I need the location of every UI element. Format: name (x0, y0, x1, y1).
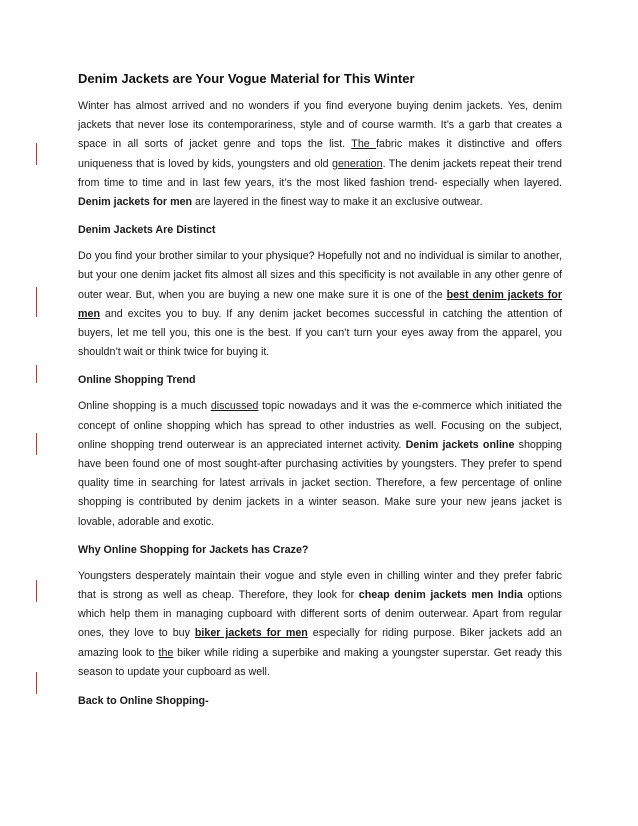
text-run: especially for riding purpose. Biker jackets add an amazing look to (78, 627, 562, 659)
section-heading-online-trend: Online Shopping Trend (78, 374, 196, 387)
underlined-word: discussed (210, 400, 259, 413)
hyperlink-the[interactable]: The (351, 138, 377, 151)
revision-bar (36, 143, 37, 165)
hyperlink-biker-jackets[interactable]: biker jackets for men (194, 627, 308, 640)
revision-bar (36, 580, 37, 602)
section-paragraph-distinct (78, 247, 562, 362)
text-run: shopping have been found one of most sought-after purchasing activities by youngsters. They prefer to spend quality time in searching for latest arrivals in jacket section. Therefore, a few percentage of online shopping is contributed by denim jackets in a winter season. Make sure your new jeans jacket is lovable, adorable and exotic. (78, 438, 562, 528)
text-run: . The denim jackets repeat their trend from time to time and in last few years, it’s the most liked fashion trend- especially when layered. (78, 157, 563, 189)
hyperlink-best-denim-jackets[interactable]: best denim jackets for men (78, 288, 562, 320)
text-run: topic nowadays and it was the e-commerce which initiated the concept of online shopping which has spread to other industries as well. Focusing on the subject, online shopping trend outerwear is an appreciated internet activity. (78, 400, 562, 451)
bold-keyword: Denim jackets for men (78, 196, 193, 209)
text-run: biker while riding a superbike and making a youngster superstar. Get ready this season to update your cupboard as well. (78, 646, 562, 678)
text-run: Youngsters desperately maintain their vogue and style even in chilling winter and they prefer fabric that is strong as well as cheap. Therefore, they look for (78, 569, 562, 602)
revision-bar (36, 672, 37, 694)
hyperlink-generation[interactable]: generation (332, 157, 383, 170)
document-body (78, 70, 562, 692)
underlined-word: the (158, 646, 174, 659)
intro-paragraph (78, 97, 562, 212)
section-heading-distinct: Denim Jackets Are Distinct (78, 224, 216, 237)
section-paragraph-online-trend (78, 397, 562, 531)
text-run: Do you find your brother similar to your physique? Hopefully not and no individual is similar to another, but your one denim jacket fits almost all sizes and this specificity is not available in any other genre of outer wear. But, when you are buying a new one make sure it is one of the (78, 250, 562, 301)
text-run: fabric makes it distinctive and offers uniqueness that is loved by kids, youngsters and old (78, 138, 562, 170)
text-run: Winter has almost arrived and no wonders if you find everyone buying denim jackets. Yes, denim jackets that never lose its contemporariness, style and of course warmth. It’s a garb that creates a space in all sorts of jacket genre and tops the list. (78, 100, 562, 151)
bold-keyword: cheap denim jackets men India (358, 589, 523, 602)
footer-heading: Back to Online Shopping- (78, 695, 209, 707)
text-run: Online shopping is a much (78, 400, 211, 413)
text-run: and excites you to buy. If any denim jacket becomes successful in catching the attention of buyers, let me tell you, this one is the best. If you can’t turn your eyes away from the apparel, you shouldn’t wait or think twice for buying it. (78, 307, 562, 359)
section-heading-craze: Why Online Shopping for Jackets has Craze? (78, 543, 309, 556)
revision-bar (36, 433, 37, 455)
revision-bar (36, 365, 37, 383)
revision-bar (36, 287, 37, 317)
text-run: are layered in the finest way to make it an exclusive outwear. (192, 196, 483, 209)
document-title: Denim Jackets are Your Vogue Material for This Winter (78, 71, 415, 86)
section-paragraph-craze (78, 567, 562, 682)
text-run: options which help them in managing cupboard with different sorts of denim outerwear. Apart from regular ones, they love to buy (78, 589, 562, 640)
bold-keyword: Denim jackets online (405, 438, 515, 451)
